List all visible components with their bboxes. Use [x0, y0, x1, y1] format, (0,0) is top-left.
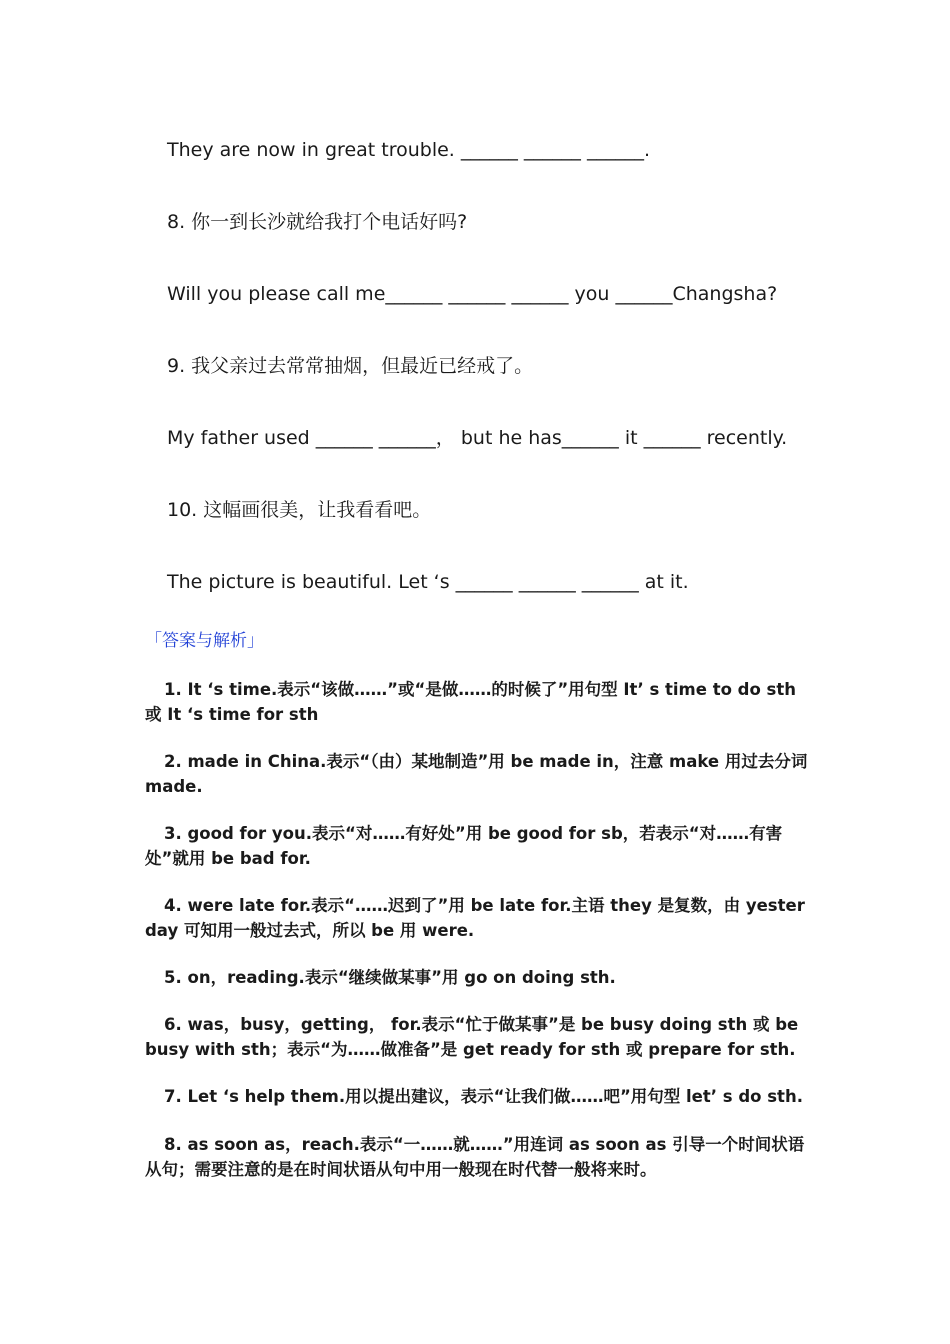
exercise-10-english: The picture is beautiful. Let ‘s ______ ______ ______ at it.: [167, 571, 689, 593]
answer-item-8: 8. as soon as，reach.表示“一……就……”用连词 as soon as 引导一个时间状语从句；需要注意的是在时间状语从句中用一般现在时代替一般将来时。: [145, 1135, 805, 1179]
exercise-7-english: They are now in great trouble. ______ ______ ______.: [167, 139, 651, 161]
answers-section-title: 「答案与解析」: [145, 631, 264, 651]
exercise-9-chinese: 9. 我父亲过去常常抽烟，但最近已经戒了。: [167, 355, 534, 377]
answer-item-7: 7. Let ‘s help them.用以提出建议，表示“让我们做……吧”用句型 let’ s do sth.: [164, 1087, 803, 1106]
answer-item-1: 1. It ‘s time.表示“该做……”或“是做……的时候了”用句型 It’ s time to do sth 或 It ‘s time for sth: [145, 680, 797, 724]
exercise-9-english: My father used ______ ______， but he has______ it ______ recently.: [167, 427, 788, 449]
answer-item-4: 4. were late for.表示“……迟到了”用 be late for.主语 they 是复数，由 yesterday 可知用一般过去式，所以 be 用 were.: [145, 896, 805, 940]
exercise-8-chinese: 8. 你一到长沙就给我打个电话好吗?: [167, 211, 468, 233]
answer-item-5: 5. on，reading.表示“继续做某事”用 go on doing sth.: [164, 968, 616, 987]
exercise-10-chinese: 10. 这幅画很美，让我看看吧。: [167, 499, 432, 521]
exercise-8-english: Will you please call me______ ______ ______ you ______Changsha?: [167, 283, 778, 305]
answer-item-2: 2. made in China.表示“（由）某地制造”用 be made in，注意 make 用过去分词 made.: [145, 752, 808, 796]
answer-item-6: 6. was，busy，getting， for.表示“忙于做某事”是 be busy doing sth 或 be busy with sth；表示“为……做准备”是 get ready for sth 或 prepare for sth.: [145, 1015, 799, 1059]
answer-item-3: 3. good for you.表示“对……有好处”用 be good for sb，若表示“对……有害处”就用 be bad for.: [145, 824, 783, 868]
